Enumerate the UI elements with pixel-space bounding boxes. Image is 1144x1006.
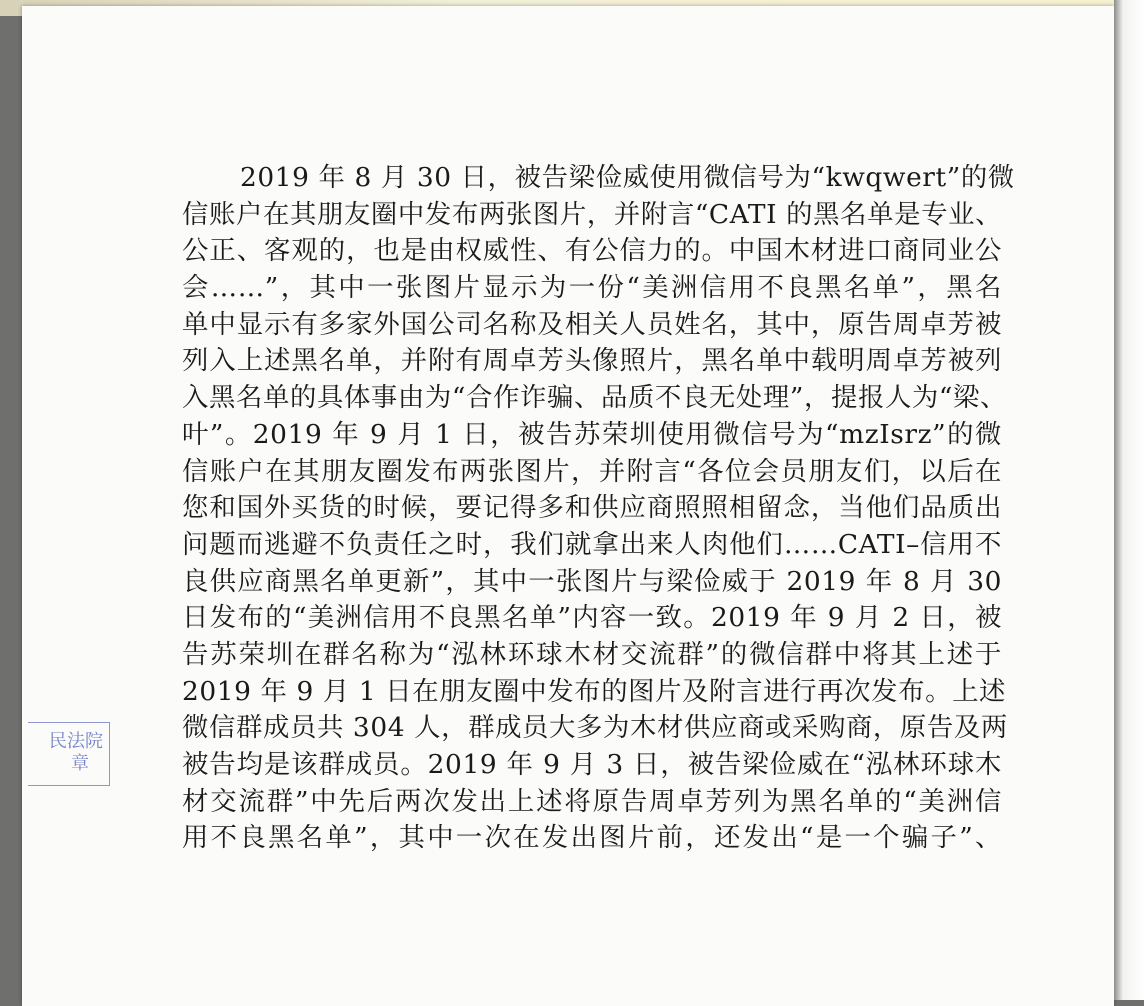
text-line: 入黑名单的具体事由为“合作诈骗、品质不良无处理”，提报人为“梁、 [182, 382, 1008, 414]
text-line: 叶”。2019 年 9 月 1 日，被告苏荣圳使用微信号为“mzIsrz”的微 [182, 418, 1002, 450]
text-line: 公正、客观的，也是由权威性、有公信力的。中国木材进口商同业公 [182, 235, 1002, 267]
text-line: 问题而逃避不负责任之时，我们就拿出来人肉他们……CATI–信用不 [182, 528, 1002, 560]
text-line: 信账户在其朋友圈发布两张图片，并附言“各位会员朋友们，以后在 [182, 455, 1002, 487]
court-seal-stamp [28, 722, 110, 786]
document-body [182, 160, 1015, 857]
text-line: 用不良黑名单”，其中一次在发出图片前，还发出“是一个骗子”、 [182, 822, 1002, 854]
text-line: 您和国外买货的时候，要记得多和供应商照照相留念，当他们品质出 [182, 492, 1002, 524]
text-line: 被告均是该群成员。2019 年 9 月 3 日，被告梁俭威在“泓林环球木 [182, 749, 1002, 780]
text-line: 良供应商黑名单更新”，其中一张图片与梁俭威于 2019 年 8 月 30 [182, 565, 1002, 597]
seal-text-line-1: 民法院 [49, 731, 103, 752]
text-line: 单中显示有多家外国公司名称及相关人员姓名，其中，原告周卓芳被 [182, 308, 1002, 340]
document-page [22, 6, 1114, 1006]
text-line: 2019 年 9 月 1 日在朋友圈中发布的图片及附言进行再次发布。上述 [182, 675, 1007, 707]
text-line: 信账户在其朋友圈中发布两张图片，并附言“CATI 的黑名单是专业、 [182, 198, 1003, 230]
seal-text-line-2: 章 [71, 753, 89, 774]
text-line: 会……”，其中一张图片显示为一份“美洲信用不良黑名单”，黑名 [182, 272, 1002, 304]
text-line: 材交流群”中先后两次发出上述将原告周卓芳列为黑名单的“美洲信 [182, 785, 1002, 817]
text-line: 日发布的“美洲信用不良黑名单”内容一致。2019 年 9 月 2 日，被 [182, 602, 1002, 634]
text-line: 列入上述黑名单，并附有周卓芳头像照片，黑名单中载明周卓芳被列 [182, 345, 1002, 377]
text-line: 微信群成员共 304 人，群成员大多为木材供应商或采购商，原告及两 [182, 712, 1008, 744]
text-line: 告苏荣圳在群名称为“泓林环球木材交流群”的微信群中将其上述于 [182, 638, 1002, 670]
text-line: 2019 年 8 月 30 日，被告梁俭威使用微信号为“kwqwert”的微 [240, 162, 1015, 193]
scan-right-edge [1114, 0, 1144, 1000]
